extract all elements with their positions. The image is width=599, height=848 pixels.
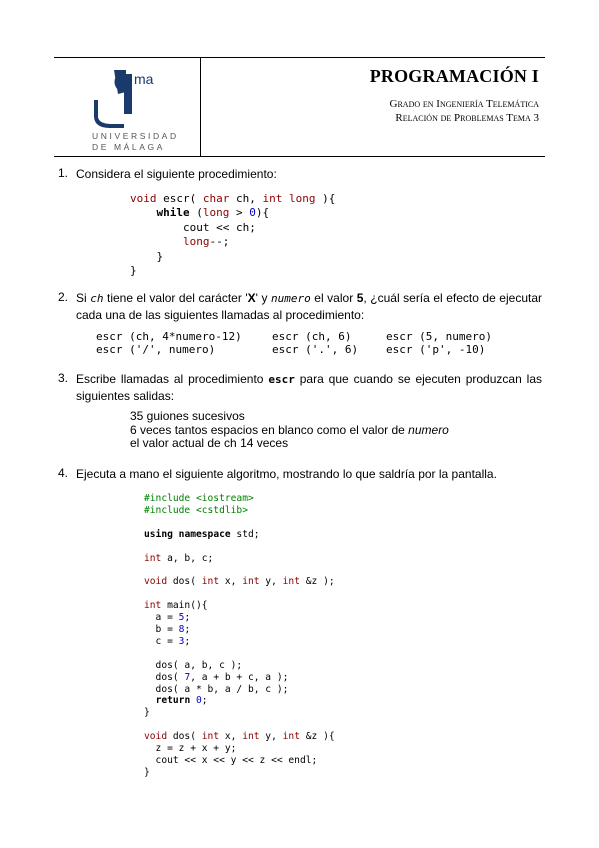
call-1-2: escr (ch, 6) xyxy=(272,330,352,343)
header-divider xyxy=(200,58,201,156)
item-3-number: 3. xyxy=(58,371,69,385)
item-3-outputs xyxy=(130,410,449,451)
logo-text: ma xyxy=(134,71,154,87)
call-1-1: escr (ch, 4*numero-12) xyxy=(96,330,242,343)
call-2-3: escr ('p', -10) xyxy=(386,343,486,356)
degree-subtitle: Grado en Ingeniería Telemática xyxy=(389,98,539,110)
item-1-code: void escr( char ch, int long ){ while (long > 0){ cout << ch; long--; } } xyxy=(130,192,336,278)
call-2-1: escr ('/', numero) xyxy=(96,343,216,356)
output-line-3: el valor actual de ch 14 veces xyxy=(130,436,289,450)
university-name-line2: DE MÁLAGA xyxy=(92,142,165,152)
output-line-1: 35 guiones sucesivos xyxy=(130,409,245,423)
university-name-line1: UNIVERSIDAD xyxy=(92,131,179,141)
item-2-text: Si ch tiene el valor del carácter 'X' y numero el valor 5, ¿cuál sería el efecto de ejecutar cada una de las siguientes llamadas al procedimiento: xyxy=(76,291,542,322)
call-1-3: escr (5, numero) xyxy=(386,330,492,343)
item-1-text: Considera el siguiente procedimiento: xyxy=(76,167,277,181)
item-3-text: Escribe llamadas al procedimiento escr para que cuando se ejecuten produzcan las siguientes salidas: xyxy=(76,372,542,403)
item-4-text: Ejecuta a mano el siguiente algoritmo, mostrando lo que saldría por la pantalla. xyxy=(76,467,497,481)
item-4-number: 4. xyxy=(58,466,69,480)
code-keyword: void xyxy=(130,192,157,205)
problem-set-subtitle: Relación de Problemas Tema 3 xyxy=(395,112,539,124)
item-1-number: 1. xyxy=(58,166,69,180)
document-header xyxy=(54,57,545,157)
page-title: PROGRAMACIÓN I xyxy=(369,66,539,86)
item-2-number: 2. xyxy=(58,290,69,304)
call-2-2: escr ('.', 6) xyxy=(272,343,359,356)
output-line-2: 6 veces tantos espacios en blanco como el valor de numero xyxy=(130,422,449,437)
item-4-code: #include <iostream> #include <cstdlib> using namespace std; int a, b, c; void dos( int x, int y, int &z ); int main(){ a = 5; b = 8; c = 3; dos( a, b, c ); dos( 7, a + b + c, a ); dos( a * b, a / b, c ); return 0; } void dos( int x, int y, int &z ){ z = z + x + y; cout << x << y << z << endl; } xyxy=(144,493,335,778)
